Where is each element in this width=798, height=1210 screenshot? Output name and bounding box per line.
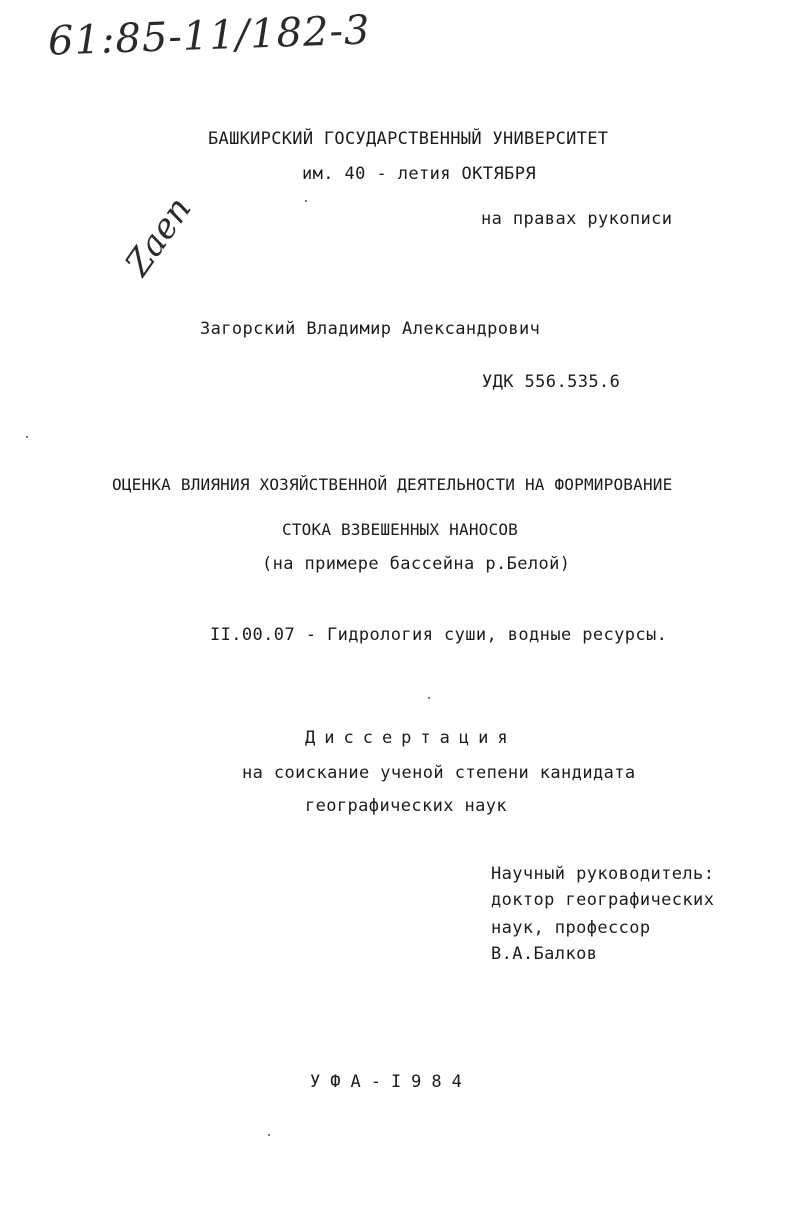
scan-speck <box>428 697 430 699</box>
supervisor-label: Научный руководитель: <box>491 864 715 884</box>
signature-handwritten: Zaen <box>117 189 200 284</box>
specialty-code: II.00.07 - Гидрология суши, водные ресурсы. <box>210 625 668 645</box>
supervisor-degree-line-1: доктор географических <box>491 890 715 910</box>
dissertation-type: Диссертация <box>305 728 517 748</box>
archive-number-handwritten: 61:85-11/182-3 <box>47 7 372 65</box>
manuscript-rights: на правах рукописи <box>481 209 673 229</box>
city-year: УФА-I984 <box>310 1072 472 1092</box>
scan-speck <box>268 1134 270 1136</box>
scan-speck <box>305 200 307 202</box>
dissertation-title-line-2: СТОКА ВЗВЕШЕННЫХ НАНОСОВ <box>282 520 518 539</box>
scan-speck <box>26 436 28 438</box>
supervisor-name: В.А.Балков <box>491 944 598 964</box>
degree-purpose-line-2: географических наук <box>305 796 508 816</box>
degree-purpose-line-1: на соискание ученой степени кандидата <box>242 763 636 783</box>
dissertation-title-line-3: (на примере бассейна р.Белой) <box>262 554 571 574</box>
udk-code: УДК 556.535.6 <box>482 372 621 392</box>
supervisor-degree-line-2: наук, профессор <box>491 918 651 938</box>
university-name: БАШКИРСКИЙ ГОСУДАРСТВЕННЫЙ УНИВЕРСИТЕТ <box>208 129 609 149</box>
author-name: Загорский Владимир Александрович <box>200 319 541 339</box>
dissertation-title-line-1: ОЦЕНКА ВЛИЯНИЯ ХОЗЯЙСТВЕННОЙ ДЕЯТЕЛЬНОСТИ НА ФОРМИРОВАНИЕ <box>112 475 673 494</box>
university-subtitle: им. 40 - летия ОКТЯБРЯ <box>302 164 536 184</box>
